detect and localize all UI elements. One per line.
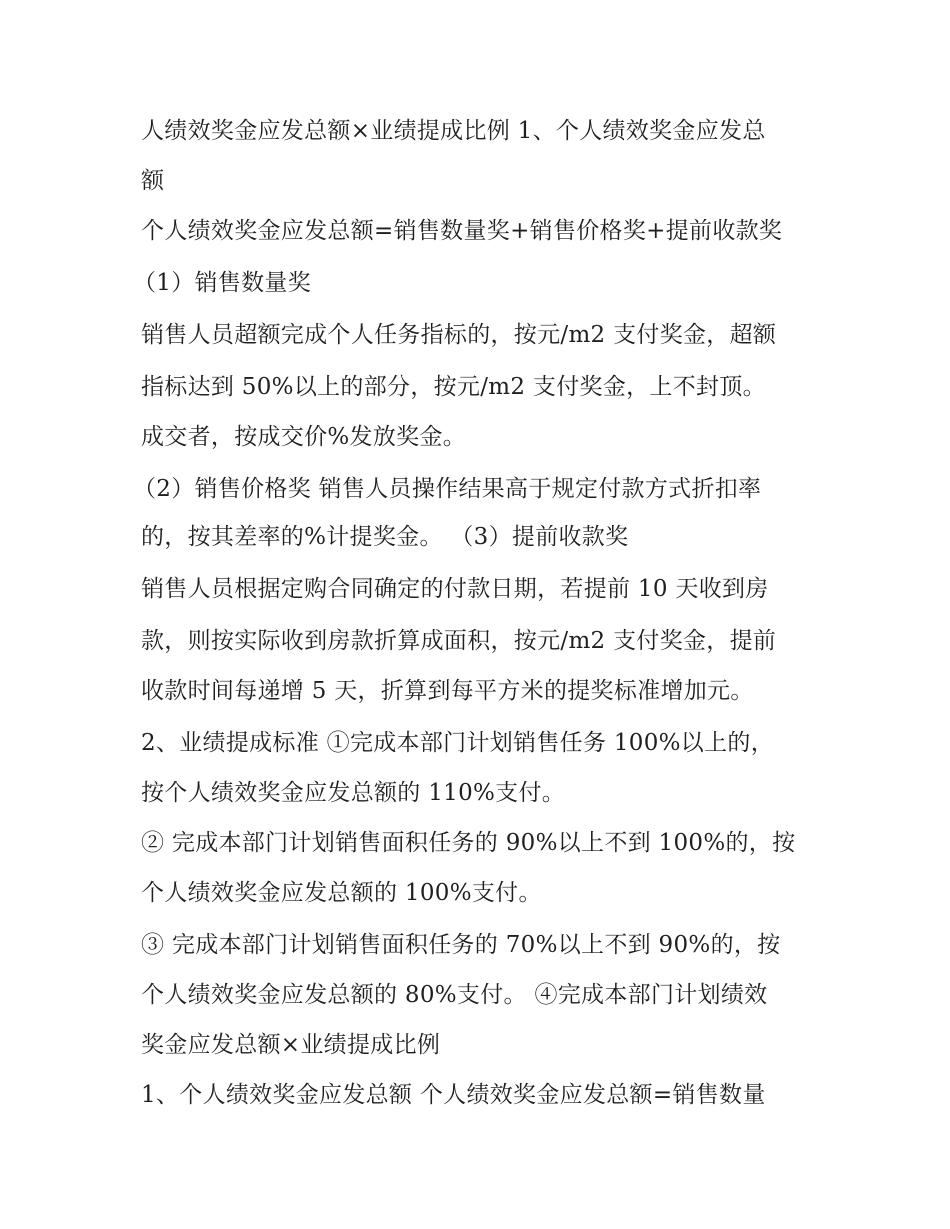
text-line-6: 指标达到 50%以上的部分，按元/m2 支付奖金，上不封顶。: [141, 374, 766, 400]
text-line-11: 款，则按实际收到房款折算成面积，按元/m2 支付奖金，提前: [141, 628, 777, 654]
text-line-7: 成交者，按成交价%发放奖金。: [141, 424, 467, 450]
text-line-10: 销售人员根据定购合同确定的付款日期，若提前 10 天收到房: [141, 576, 769, 602]
text-line-8: （2）销售价格奖 销售人员操作结果高于规定付款方式折扣率: [133, 476, 762, 502]
text-line-1: 人绩效奖金应发总额×业绩提成比例 1、个人绩效奖金应发总: [141, 118, 766, 144]
text-line-15: ② 完成本部门计划销售面积任务的 90%以上不到 100%的，按: [141, 830, 796, 856]
text-line-4: （1）销售数量奖: [133, 270, 312, 296]
text-line-12: 收款时间每递增 5 天，折算到每平方米的提奖标准增加元。: [141, 678, 754, 704]
text-line-20: 1、个人绩效奖金应发总额 个人绩效奖金应发总额=销售数量: [141, 1082, 766, 1108]
text-line-16: 个人绩效奖金应发总额的 100%支付。: [141, 880, 542, 906]
text-line-2: 额: [141, 168, 165, 194]
text-line-17: ③ 完成本部门计划销售面积任务的 70%以上不到 90%的，按: [141, 932, 781, 958]
text-line-3: 个人绩效奖金应发总额=销售数量奖+销售价格奖+提前收款奖: [141, 218, 783, 244]
text-line-19: 奖金应发总额×业绩提成比例: [141, 1032, 441, 1058]
text-line-9: 的，按其差率的%计提奖金。 （3）提前收款奖: [141, 524, 629, 550]
text-line-14: 按个人绩效奖金应发总额的 110%支付。: [141, 780, 566, 806]
text-line-5: 销售人员超额完成个人任务指标的，按元/m2 支付奖金，超额: [141, 322, 777, 348]
text-line-18: 个人绩效奖金应发总额的 80%支付。 ④完成本部门计划绩效: [141, 982, 768, 1008]
text-line-13: 2、业绩提成标准 ①完成本部门计划销售任务 100%以上的，: [141, 730, 775, 756]
